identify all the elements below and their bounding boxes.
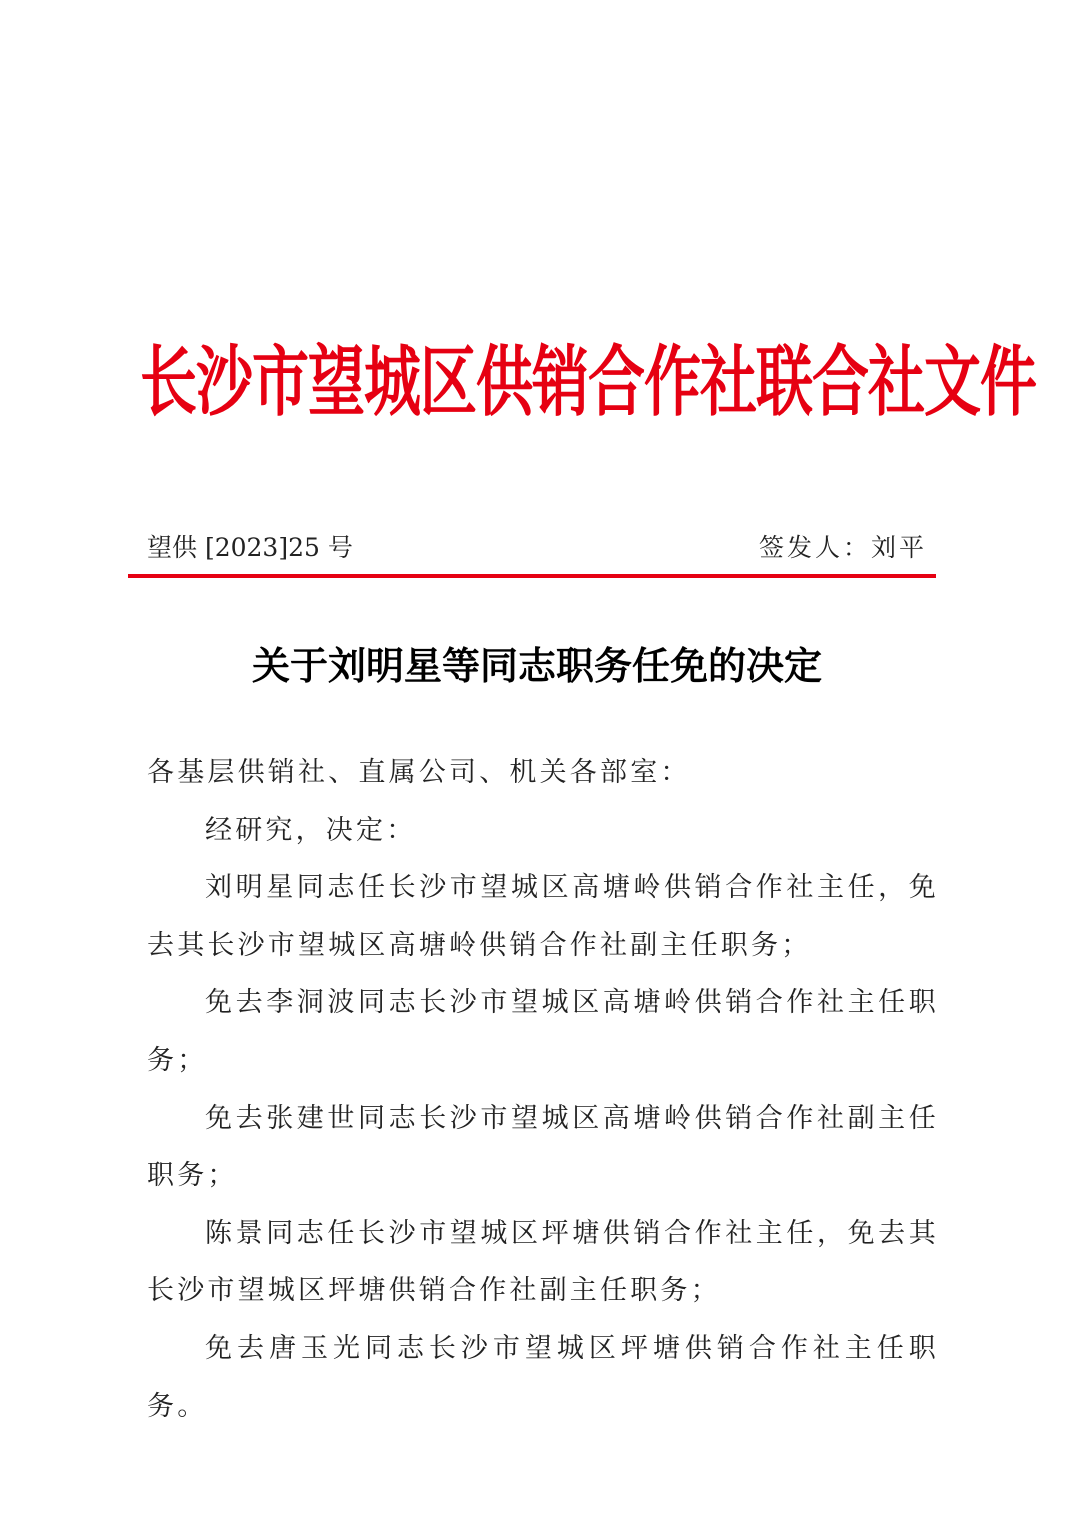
signer-label: 签发人：刘平	[758, 533, 927, 562]
document-title: 关于刘明星等同志职务任免的决定	[251, 643, 822, 688]
document-meta-line	[147, 530, 927, 566]
body-paragraph: 经研究，决定：	[205, 814, 417, 846]
body-paragraph: 刘明星同志任长沙市望城区高塘岭供销合作社主任，免去其长沙市望城区高塘岭供销合作社副主任职务；	[147, 872, 939, 961]
document-number: 望供 [2023]25 号	[147, 533, 353, 562]
addressee-line: 各基层供销社、直属公司、机关各部室：	[147, 757, 691, 788]
issuer-header-title: 长沙市望城区供销合作社联合社文件	[140, 337, 1036, 428]
body-paragraph: 免去唐玉光同志长沙市望城区坪塘供销合作社主任职务。	[147, 1332, 939, 1422]
body-paragraph: 免去张建世同志长沙市望城区高塘岭供销合作社副主任职务；	[147, 1102, 939, 1192]
body-paragraph: 免去李洞波同志长沙市望城区高塘岭供销合作社主任职务；	[147, 987, 939, 1076]
body-paragraph: 陈景同志任长沙市望城区坪塘供销合作社主任，免去其长沙市望城区坪塘供销合作社副主任职务；	[147, 1217, 939, 1307]
document-body	[147, 744, 939, 1435]
red-separator-line	[128, 574, 936, 578]
